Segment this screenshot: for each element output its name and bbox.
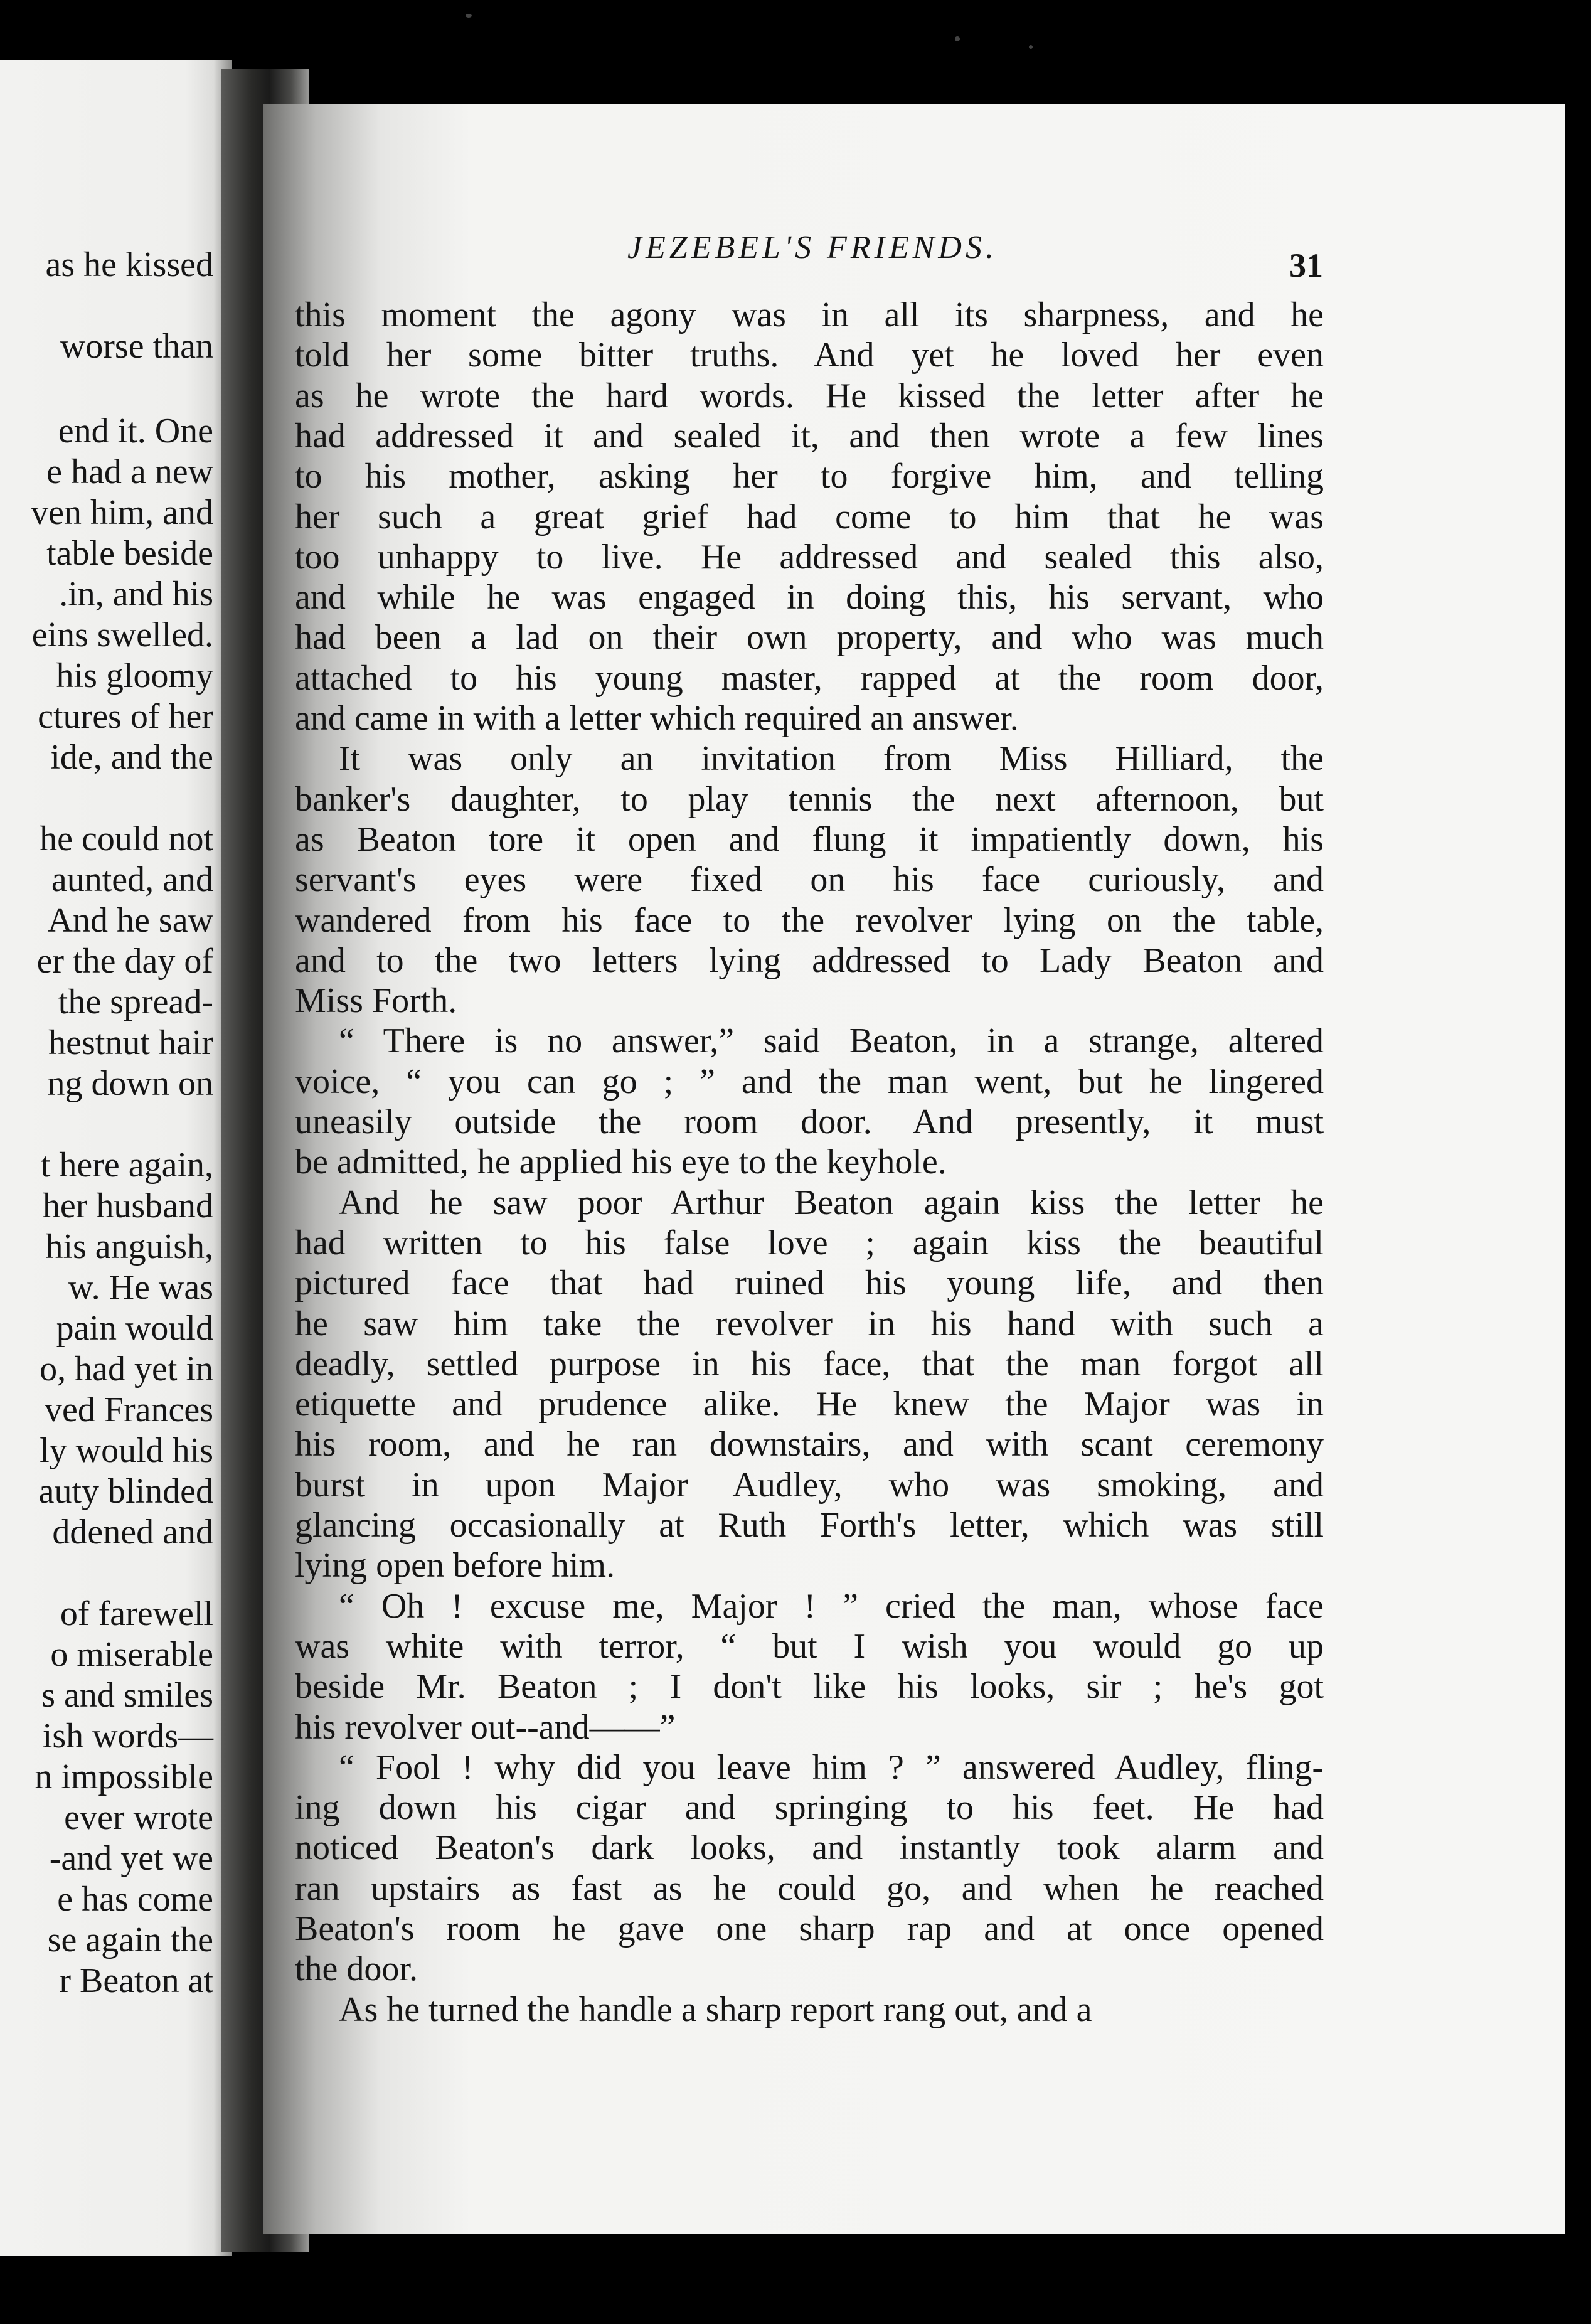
text-line: his revolver out--and——” bbox=[295, 1707, 676, 1747]
left-page-line: e has come bbox=[57, 1880, 213, 1919]
text-line: banker's daughter, to play tennis the next afternoon, but bbox=[295, 779, 1324, 819]
text-line: etiquette and prudence alike. He knew the Major was in bbox=[295, 1385, 1324, 1424]
text-line: And he saw poor Arthur Beaton again kiss the letter he bbox=[339, 1183, 1324, 1222]
left-page-line: ish words— bbox=[42, 1717, 213, 1756]
text-line: this moment the agony was in all its sharpness, and he bbox=[295, 296, 1324, 334]
text-line: as he wrote the hard words. He kissed the letter after he bbox=[295, 376, 1324, 415]
text-line: As he turned the handle a sharp report rang out, and a bbox=[339, 1990, 1092, 2029]
text-line: had addressed it and sealed it, and then wrote a few lines bbox=[295, 416, 1324, 456]
left-page-line: r Beaton at bbox=[59, 1961, 213, 2000]
text-line: had written to his false love ; again kiss the beautiful bbox=[295, 1223, 1324, 1262]
text-line: her such a great grief had come to him that he was bbox=[295, 497, 1324, 536]
text-line: ing down his cigar and springing to his feet. He had bbox=[295, 1788, 1324, 1828]
left-page-line: he could not bbox=[40, 819, 213, 858]
left-page-line: ven him, and bbox=[31, 493, 213, 532]
left-page-line: as he kissed bbox=[45, 245, 213, 284]
text-line: beside Mr. Beaton ; I don't like his looks, sir ; he's got bbox=[295, 1667, 1324, 1707]
left-page-line: ly would his bbox=[40, 1431, 213, 1470]
text-line: “ Oh ! excuse me, Major ! ” cried the man, whose face bbox=[339, 1586, 1324, 1626]
left-page-line: his anguish, bbox=[45, 1227, 213, 1266]
left-page-line: end it. One bbox=[58, 412, 213, 450]
dust-speck bbox=[466, 14, 472, 18]
page-number: 31 bbox=[1289, 247, 1323, 284]
text-line: too unhappy to live. He addressed and sealed this also, bbox=[295, 537, 1324, 577]
text-line: deadly, settled purpose in his face, that the man forgot all bbox=[295, 1344, 1324, 1383]
left-page-line: her husband bbox=[42, 1186, 213, 1225]
text-line: uneasily outside the room door. And presently, it must bbox=[295, 1102, 1324, 1141]
text-line: attached to his young master, rapped at the room door, bbox=[295, 658, 1324, 698]
left-page-line: .in, and his bbox=[59, 575, 213, 614]
left-facing-page bbox=[0, 60, 232, 2256]
text-line: wandered from his face to the revolver lying on the table, bbox=[295, 900, 1324, 940]
left-page-line: ved Frances bbox=[44, 1390, 213, 1429]
left-page-line: the spread- bbox=[58, 983, 213, 1021]
left-page-line: w. He was bbox=[68, 1268, 213, 1307]
text-line: It was only an invitation from Miss Hilliard, the bbox=[339, 739, 1324, 779]
left-page-line: hestnut hair bbox=[48, 1023, 213, 1062]
left-page-line: And he saw bbox=[47, 901, 213, 940]
left-page-line: ddened and bbox=[52, 1513, 213, 1552]
text-line: be admitted, he applied his eye to the keyhole. bbox=[295, 1143, 947, 1182]
text-line: lying open before him. bbox=[295, 1546, 615, 1586]
text-line: noticed Beaton's dark looks, and instantly took alarm and bbox=[295, 1828, 1324, 1868]
text-line: to his mother, asking her to forgive him, and telling bbox=[295, 457, 1324, 496]
left-page-line: o miserable bbox=[50, 1635, 213, 1674]
text-line: he saw him take the revolver in his hand with such a bbox=[295, 1304, 1324, 1343]
left-page-line: se again the bbox=[47, 1921, 213, 1959]
text-line: had been a lad on their own property, and who was much bbox=[295, 618, 1324, 658]
left-page-line: auty blinded bbox=[38, 1472, 213, 1511]
left-page-line: e had a new bbox=[46, 452, 213, 491]
left-page-line: ng down on bbox=[47, 1064, 213, 1103]
left-page-line: his gloomy bbox=[56, 656, 213, 695]
dust-speck bbox=[955, 36, 960, 41]
left-page-line: -and yet we bbox=[49, 1839, 213, 1878]
text-line: the door. bbox=[295, 1949, 418, 1989]
running-head: JEZEBEL'S FRIENDS. bbox=[627, 230, 998, 265]
left-page-line: table beside bbox=[46, 534, 213, 573]
left-page-line: of farewell bbox=[60, 1594, 213, 1633]
left-page-line: n impossible bbox=[35, 1757, 213, 1796]
text-line: Miss Forth. bbox=[295, 981, 457, 1021]
text-line: pictured face that had ruined his young life, and then bbox=[295, 1264, 1324, 1303]
text-line: servant's eyes were fixed on his face curiously, and bbox=[295, 860, 1324, 900]
text-line: and while he was engaged in doing this, his servant, who bbox=[295, 578, 1324, 617]
text-line: voice, “ you can go ; ” and the man went, but he lingered bbox=[295, 1062, 1324, 1101]
left-page-line: ide, and the bbox=[50, 738, 213, 777]
dust-speck bbox=[1029, 45, 1033, 49]
text-line: and to the two letters lying addressed to Lady Beaton and bbox=[295, 941, 1324, 980]
left-page-line: worse than bbox=[60, 327, 213, 366]
text-line: his room, and he ran downstairs, and with scant ceremony bbox=[295, 1425, 1324, 1464]
text-line: burst in upon Major Audley, who was smoking, and bbox=[295, 1465, 1324, 1505]
text-line: as Beaton tore it open and flung it impatiently down, his bbox=[295, 819, 1324, 859]
left-page-line: t here again, bbox=[40, 1146, 213, 1185]
text-line: and came in with a letter which required an answer. bbox=[295, 699, 1019, 738]
text-line: Beaton's room he gave one sharp rap and at once opened bbox=[295, 1909, 1324, 1948]
left-page-line: aunted, and bbox=[51, 860, 213, 899]
left-page-line: pain would bbox=[56, 1309, 213, 1348]
left-page-line: ctures of her bbox=[38, 697, 213, 736]
left-page-line: ever wrote bbox=[64, 1798, 213, 1837]
left-page-line: er the day of bbox=[36, 942, 213, 981]
text-line: “ Fool ! why did you leave him ? ” answered Audley, fling- bbox=[339, 1747, 1324, 1787]
text-line: “ There is no answer,” said Beaton, in a strange, altered bbox=[339, 1021, 1324, 1061]
text-line: was white with terror, “ but I wish you would go up bbox=[295, 1626, 1324, 1666]
left-page-line: o, had yet in bbox=[40, 1350, 213, 1389]
text-line: told her some bitter truths. And yet he loved her even bbox=[295, 336, 1324, 375]
left-page-line: eins swelled. bbox=[31, 616, 213, 654]
text-line: glancing occasionally at Ruth Forth's letter, which was still bbox=[295, 1506, 1324, 1545]
left-page-line: s and smiles bbox=[41, 1676, 213, 1715]
text-line: ran upstairs as fast as he could go, and when he reached bbox=[295, 1868, 1324, 1908]
